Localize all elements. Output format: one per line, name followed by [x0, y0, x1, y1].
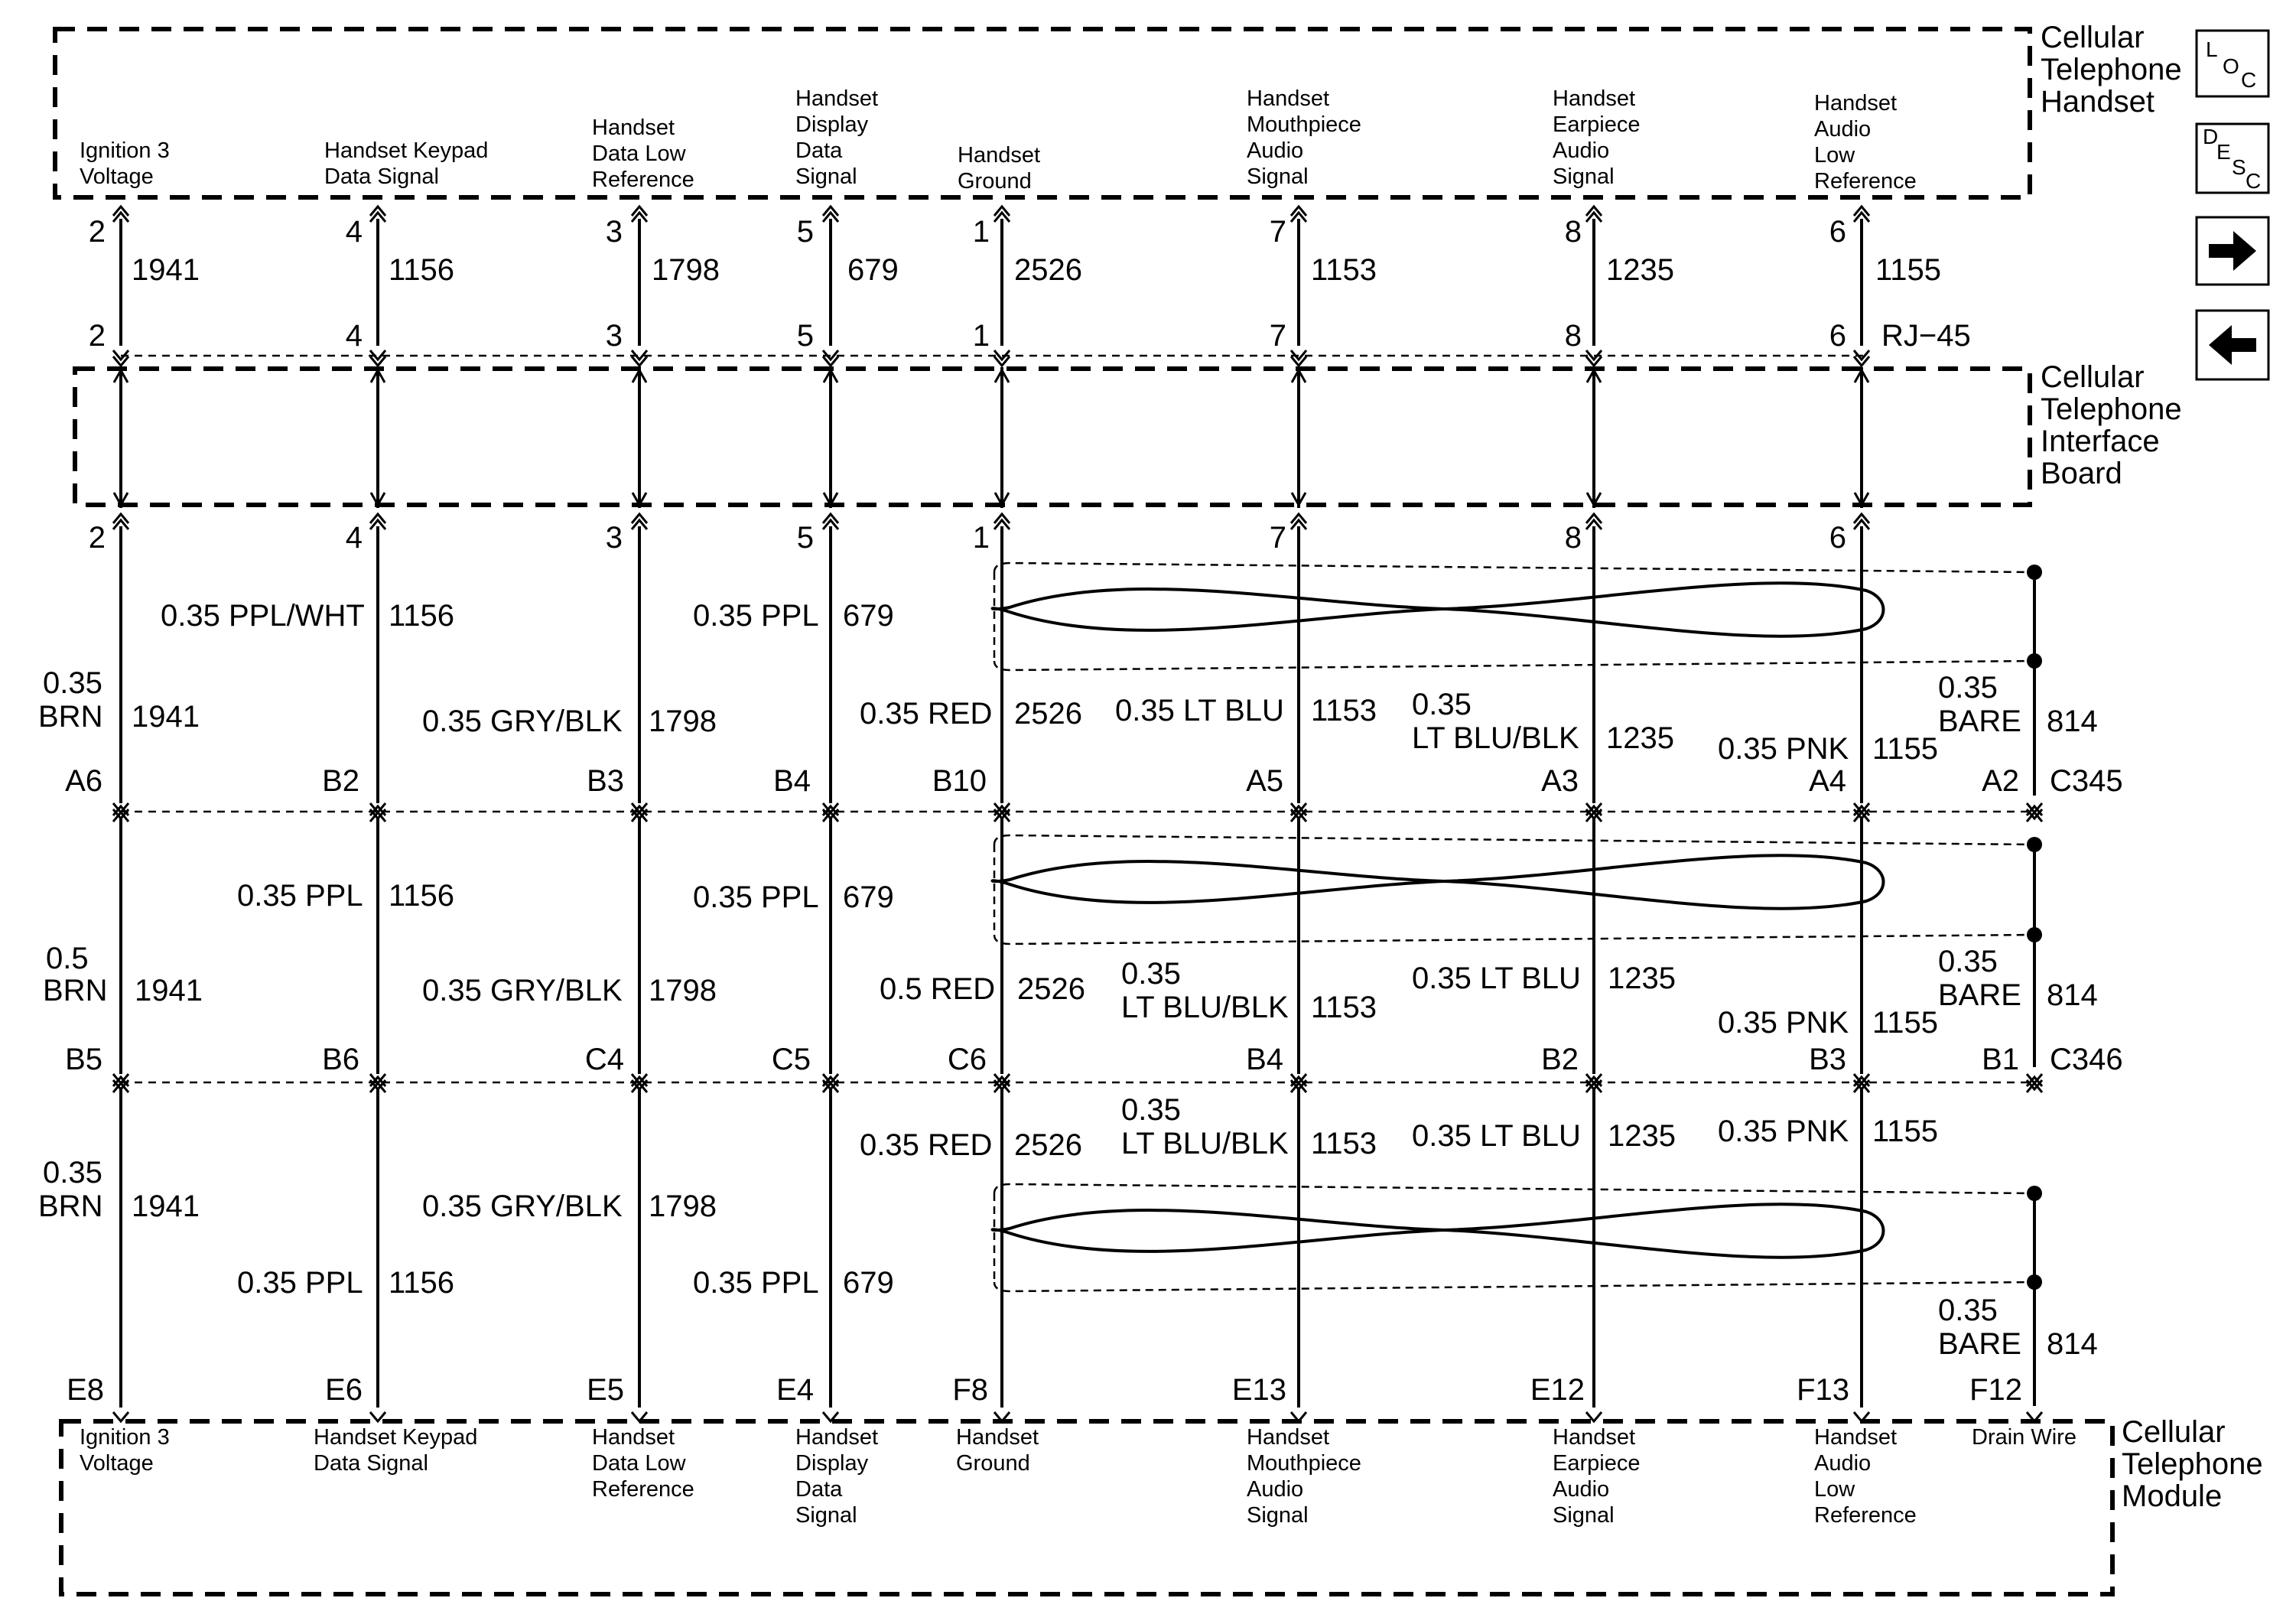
splice-dot [2027, 1274, 2042, 1290]
circuit-wires [113, 207, 2042, 1421]
handset-pin-numbers [89, 215, 1846, 249]
circuit-number: 814 [2047, 705, 2098, 738]
wire-label: 0.35 RED [860, 1128, 993, 1162]
wire-label: 0.5 RED [880, 972, 996, 1006]
handset-pin-label-ground: Handset Ground [958, 143, 1041, 194]
rj45-connector-name: RJ−45 [1881, 319, 1971, 353]
pin-number: 7 [1269, 215, 1286, 249]
wire-label: 0.35 BARE [1938, 945, 2021, 1012]
pin-number: 6 [1829, 521, 1846, 555]
pin-number: 6 [1829, 215, 1846, 249]
forward-button[interactable] [2197, 217, 2268, 285]
circuit-number: 1155 [1872, 1006, 1939, 1040]
circuit-number: 1153 [1311, 253, 1377, 287]
pin-number: 8 [1564, 215, 1582, 249]
pin-number: A5 [1246, 764, 1283, 798]
pin-number: 3 [605, 521, 623, 555]
twisted-pair-shield-2 [993, 835, 2034, 944]
circuit-number: 1798 [649, 705, 717, 738]
cellular-telephone-interface-board-box [75, 369, 2030, 505]
pin-number: A6 [65, 764, 102, 798]
circuit-number: 1235 [1606, 253, 1674, 287]
pin-number: F13 [1797, 1373, 1849, 1407]
circuit-number: 2526 [1014, 697, 1082, 731]
location-button[interactable] [2197, 31, 2268, 96]
circuit-number: 679 [847, 253, 899, 287]
wire-label: 0.35 LT BLU [1412, 962, 1581, 995]
circuit-number: 1155 [1875, 253, 1942, 287]
pin-number: 8 [1564, 521, 1582, 555]
pin-number: C5 [771, 1043, 811, 1076]
circuit-number: 1941 [132, 1190, 200, 1223]
section2-labels [43, 879, 2098, 1040]
pin-number: B10 [932, 764, 987, 798]
circuit-number: 1156 [389, 1266, 455, 1300]
circuit-number: 1153 [1311, 1127, 1377, 1160]
circuit-number: 1941 [132, 700, 200, 734]
c346-connector-name: C346 [2050, 1043, 2123, 1076]
module-pin-label-earpiece: Handset Earpiece Audio Signal [1553, 1425, 1641, 1528]
pin-number: F8 [952, 1373, 988, 1407]
wire-label: 0.35 GRY/BLK [422, 1190, 623, 1223]
circuit-number: 1798 [649, 974, 717, 1007]
interface-board-title: Cellular Telephone Interface Board [2041, 360, 2182, 490]
circuit-number: 679 [843, 1266, 894, 1300]
handset-title: Cellular Telephone Handset [2041, 21, 2182, 119]
handset-pin-label-audio-low-ref: Handset Audio Low Reference [1814, 91, 1917, 194]
wire-label: 0.35 RED [860, 697, 993, 731]
pin-number: 1 [972, 215, 990, 249]
wire-label: 0.35 PPL [693, 880, 819, 914]
wire-label: 0.35 PPL [237, 879, 363, 913]
handset-pin-label-earpiece: Handset Earpiece Audio Signal [1553, 86, 1641, 189]
pin-number: E12 [1530, 1373, 1585, 1407]
pin-number: 2 [88, 215, 106, 249]
wire-label: 0.35 BARE [1938, 671, 2021, 738]
pin-number: 4 [345, 215, 363, 249]
wire-label: 0.35 BRN [38, 666, 103, 734]
pin-number: 3 [605, 215, 623, 249]
circuit-number: 1155 [1872, 1115, 1939, 1148]
pin-number: 6 [1829, 319, 1846, 353]
board-pin-numbers [89, 521, 1846, 555]
pin-number: 4 [345, 319, 363, 353]
section3-labels [38, 1093, 2098, 1361]
circuit-number: 2526 [1017, 972, 1085, 1006]
pin-number: 8 [1564, 319, 1582, 353]
circuit-number: 1156 [389, 599, 455, 633]
pin-number: 7 [1269, 521, 1286, 555]
pin-number: B3 [1809, 1043, 1846, 1076]
wire-label: 0.35 PPL [693, 1266, 819, 1300]
handset-pin-label-keypad-data: Handset Keypad Data Signal [324, 138, 489, 189]
pin-number: B2 [1541, 1043, 1579, 1076]
c346-pin-labels [65, 1043, 2019, 1076]
pin-number: 1 [972, 521, 990, 555]
wire-label: 0.35 GRY/BLK [422, 974, 623, 1007]
wire-label: 0.35 LT BLU [1412, 1119, 1581, 1153]
pin-number: 3 [605, 319, 623, 353]
circuit-number: 1156 [389, 253, 455, 287]
wire-label: 0.35 LT BLU/BLK [1121, 1093, 1289, 1160]
splice-dot [2027, 837, 2042, 852]
pin-number: E13 [1231, 1373, 1286, 1407]
pin-number: 4 [345, 521, 363, 555]
pin-number: E5 [587, 1373, 624, 1407]
wire-label: 0.35 PPL/WHT [161, 599, 365, 633]
splice-dot [2027, 1186, 2042, 1201]
pin-number: B2 [322, 764, 359, 798]
circuit-number: 1153 [1311, 694, 1377, 727]
c345-pin-labels [65, 764, 2019, 798]
circuit-number: 1153 [1311, 991, 1377, 1024]
splice-dot [2027, 927, 2042, 942]
handset-pin-label-display-data: Handset Display Data Signal [795, 86, 879, 189]
drain-wire [2027, 565, 2042, 1406]
wire-label: 0.5 BRN [43, 942, 108, 1007]
pin-number: F12 [1969, 1373, 2022, 1407]
pin-number: B4 [1246, 1043, 1283, 1076]
circuit-number: 814 [2047, 978, 2098, 1012]
pin-number: C4 [584, 1043, 624, 1076]
pin-number: E4 [776, 1373, 814, 1407]
module-pin-label-display-data: Handset Display Data Signal [795, 1425, 879, 1528]
handset-circuit-numbers [132, 253, 1941, 287]
twisted-pair-shield-1 [993, 563, 2034, 670]
module-pin-labels [67, 1373, 2022, 1407]
circuit-number: 1235 [1608, 962, 1676, 995]
module-pin-label-ignition-voltage: Ignition 3 Voltage [80, 1425, 170, 1476]
module-title: Cellular Telephone Module [2122, 1415, 2263, 1513]
pin-number: 5 [796, 521, 814, 555]
description-button[interactable] [2197, 124, 2268, 193]
wire-label: 0.35 BARE [1938, 1294, 2021, 1361]
circuit-number: 2526 [1014, 1128, 1082, 1162]
splice-dot [2027, 653, 2042, 669]
rj45-pin-numbers [89, 319, 1846, 353]
pin-number: 7 [1269, 319, 1286, 353]
circuit-number: 814 [2047, 1327, 2098, 1361]
circuit-number: 1798 [652, 253, 720, 287]
back-button[interactable] [2197, 311, 2268, 379]
wire-label: 0.35 PNK [1718, 1115, 1849, 1148]
loc-icon-text: L O C [2206, 37, 2257, 92]
twisted-pair-shield-3 [993, 1184, 2034, 1291]
pin-number: 5 [796, 215, 814, 249]
handset-pin-label-data-low-ref: Handset Data Low Reference [592, 116, 694, 192]
pin-number: 1 [972, 319, 990, 353]
pin-number: A3 [1541, 764, 1579, 798]
module-pin-label-ground: Handset Ground [956, 1425, 1039, 1476]
pin-number: E8 [67, 1373, 104, 1407]
pin-number: A2 [1982, 764, 2019, 798]
pin-number: C6 [947, 1043, 987, 1076]
pin-number: B4 [773, 764, 811, 798]
circuit-number: 2526 [1014, 253, 1082, 287]
desc-icon-text: D E S C [2203, 125, 2262, 193]
circuit-number: 679 [843, 599, 894, 633]
wire-label: 0.35 BRN [38, 1156, 103, 1223]
wire-label: 0.35 LT BLU/BLK [1121, 957, 1289, 1024]
module-pin-label-data-low-ref: Handset Data Low Reference [592, 1425, 694, 1502]
pin-number: E6 [325, 1373, 363, 1407]
handset-pin-label-ignition-voltage: Ignition 3 Voltage [80, 138, 170, 189]
circuit-number: 1235 [1608, 1119, 1676, 1153]
wire-label: 0.35 PNK [1718, 1006, 1849, 1040]
wire-label: 0.35 LT BLU [1115, 694, 1284, 727]
splice-dot [2027, 565, 2042, 580]
circuit-number: 1941 [132, 253, 200, 287]
pin-number: B6 [322, 1043, 359, 1076]
c345-connector-name: C345 [2050, 764, 2123, 798]
wire-label: 0.35 LT BLU/BLK [1412, 688, 1579, 755]
pin-number: A4 [1809, 764, 1846, 798]
pin-number: B5 [65, 1043, 102, 1076]
pin-number: 5 [796, 319, 814, 353]
circuit-number: 1156 [389, 879, 455, 913]
circuit-number: 1155 [1872, 732, 1939, 766]
pin-number: B3 [587, 764, 624, 798]
wire-label: 0.35 GRY/BLK [422, 705, 623, 738]
wire-label: 0.35 PPL [693, 599, 819, 633]
pin-number: 2 [88, 319, 106, 353]
circuit-number: 1235 [1606, 721, 1674, 755]
wire-label: 0.35 PPL [237, 1266, 363, 1300]
wire-label: 0.35 PNK [1718, 732, 1849, 766]
pin-number: B1 [1982, 1043, 2019, 1076]
circuit-number: 1941 [135, 974, 203, 1007]
pin-number: 2 [88, 521, 106, 555]
module-pin-label-mouthpiece: Handset Mouthpiece Audio Signal [1247, 1425, 1361, 1528]
circuit-number: 1798 [649, 1190, 717, 1223]
circuit-number: 679 [843, 880, 894, 914]
module-pin-label-drain-wire: Drain Wire [1972, 1425, 2076, 1450]
handset-pin-label-mouthpiece: Handset Mouthpiece Audio Signal [1247, 86, 1361, 189]
module-pin-label-audio-low-ref: Handset Audio Low Reference [1814, 1425, 1917, 1528]
module-pin-label-keypad-data: Handset Keypad Data Signal [314, 1425, 478, 1476]
